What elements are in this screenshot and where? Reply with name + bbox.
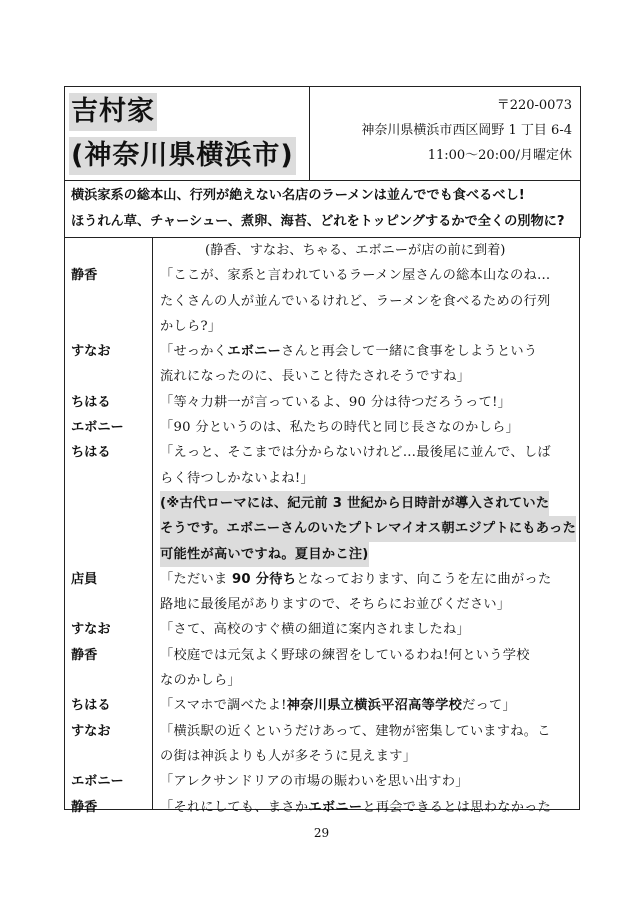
dialogue-row xyxy=(65,592,579,617)
shop-name-cell xyxy=(65,87,310,181)
highlighted-term: エボニー xyxy=(227,344,282,360)
dialogue-row xyxy=(65,617,579,642)
dialogue-text: 「えっと、そこまでは分からないけれど…最後尾に並んで、しば xyxy=(160,445,551,461)
dialogue-text: 「横浜駅の近くというだけあって、建物が密集していますね。こ xyxy=(160,723,551,739)
dialogue-row xyxy=(65,542,579,567)
dialogue-text-part: 「ただいま xyxy=(160,571,232,587)
dialogue-lines xyxy=(65,238,579,820)
speaker-name: エボニー xyxy=(71,420,124,436)
speaker-name: 静香 xyxy=(71,647,98,663)
stage-direction: (静香、すなお、ちゃる、エボニーが店の前に到着) xyxy=(205,243,506,258)
dialogue-text xyxy=(160,567,551,592)
dialogue-box xyxy=(64,238,580,815)
dialogue-text: かしら?」 xyxy=(160,318,222,334)
dialogue-text-part: だって」 xyxy=(462,698,517,714)
tagline-line: 横浜家系の総本山、行列が絶えない名店のラーメンは並んででも食べるべし! xyxy=(71,188,525,203)
dialogue-row xyxy=(65,364,579,389)
shop-header-table xyxy=(64,86,581,238)
dialogue-row xyxy=(65,339,579,364)
tagline-cell xyxy=(65,181,581,238)
speaker-name: ちはる xyxy=(71,394,111,410)
dialogue-text: 路地に最後尾がありますので、そちらにお並びください」 xyxy=(160,597,511,613)
dialogue-row xyxy=(65,516,579,541)
speaker-name: 静香 xyxy=(71,799,98,815)
dialogue-text-part: 「せっかく xyxy=(160,344,228,360)
dialogue-row xyxy=(65,314,579,339)
highlighted-term: 90 分待ち xyxy=(231,571,297,587)
shop-address: 神奈川県横浜市西区岡野 1 丁目 6-4 xyxy=(361,123,572,138)
dialogue-row xyxy=(65,440,579,465)
dialogue-row xyxy=(65,795,579,820)
dialogue-row xyxy=(65,719,579,744)
dialogue-text: 流れになったのに、長いこと待たされそうですね」 xyxy=(160,369,471,385)
shop-city: (神奈川県横浜市) xyxy=(69,137,296,175)
dialogue-text: 「等々力耕一が言っているよ、90 分は待つだろうって!」 xyxy=(160,394,512,410)
speaker-name: すなお xyxy=(71,622,111,638)
speaker-name: ちはる xyxy=(71,445,111,461)
shop-hours: 11:00〜20:00/月曜定休 xyxy=(427,148,572,163)
dialogue-row xyxy=(65,693,579,718)
dialogue-row xyxy=(65,289,579,314)
dialogue-row xyxy=(65,567,579,592)
dialogue-text: 「さて、高校のすぐ横の細道に案内されましたね」 xyxy=(160,622,470,638)
page-number: 29 xyxy=(313,826,330,840)
speaker-name: 店員 xyxy=(71,571,98,587)
dialogue-text: 「校庭では元気よく野球の練習をしているわね!何という学校 xyxy=(160,647,530,663)
dialogue-text: らく待つしかないよね!」 xyxy=(160,470,314,486)
shop-postal: 〒220-0073 xyxy=(496,98,572,113)
dialogue-text: 「アレクサンドリアの市場の賑わいを思い出すわ」 xyxy=(160,774,469,790)
speaker-name: エボニー xyxy=(71,774,124,790)
dialogue-row xyxy=(65,263,579,288)
dialogue-row xyxy=(65,769,579,794)
shop-info-cell xyxy=(310,87,581,181)
dialogue-text: たくさんの人が並んでいるけれど、ラーメンを食べるための行列 xyxy=(160,293,551,309)
shop-name: 吉村家 xyxy=(69,93,157,131)
dialogue-text xyxy=(160,339,537,364)
speaker-name: すなお xyxy=(71,344,111,360)
dialogue-text-part: と再会できるとは思わなかった xyxy=(362,799,552,815)
dialogue-text: 「ここが、家系と言われているラーメン屋さんの総本山なのね… xyxy=(160,268,551,284)
speaker-name: 静香 xyxy=(71,268,98,284)
dialogue-text-part: となっております、向こうを左に曲がった xyxy=(296,571,552,587)
editor-note: そうです。エボニーさんのいたプトレマイオス朝エジプトにもあった xyxy=(160,516,576,541)
editor-note: (※古代ローマには、紀元前 3 世紀から日時計が導入されていた xyxy=(160,491,549,516)
dialogue-row xyxy=(65,390,579,415)
dialogue-text xyxy=(160,795,551,820)
stage-direction-row xyxy=(65,238,579,263)
dialogue-row xyxy=(65,415,579,440)
dialogue-row xyxy=(65,668,579,693)
dialogue-text-part: さんと再会して一緒に食事をしようという xyxy=(281,344,538,360)
dialogue-text: の街は神浜よりも人が多そうに見えます」 xyxy=(160,748,417,764)
highlighted-term: エボニー xyxy=(308,799,363,815)
speaker-name: ちはる xyxy=(71,698,111,714)
editor-note: 可能性が高いですね。夏目かこ注) xyxy=(160,542,369,567)
dialogue-row xyxy=(65,643,579,668)
speaker-name: すなお xyxy=(71,723,111,739)
dialogue-row xyxy=(65,491,579,516)
dialogue-text xyxy=(160,693,516,718)
recipe-page xyxy=(64,86,581,815)
dialogue-row xyxy=(65,466,579,491)
tagline-line: ほうれん草、チャーシュー、煮卵、海苔、どれをトッピングするかで全くの別物に? xyxy=(71,214,565,229)
dialogue-row xyxy=(65,744,579,769)
dialogue-text: なのかしら」 xyxy=(160,673,241,689)
dialogue-text-part: 「スマホで調べたよ! xyxy=(160,698,287,714)
dialogue-text: 「90 分というのは、私たちの時代と同じ長さなのかしら」 xyxy=(160,420,520,436)
highlighted-term: 神奈川県立横浜平沼高等学校 xyxy=(286,698,463,714)
dialogue-text-part: 「それにしても、まさか xyxy=(160,799,309,815)
